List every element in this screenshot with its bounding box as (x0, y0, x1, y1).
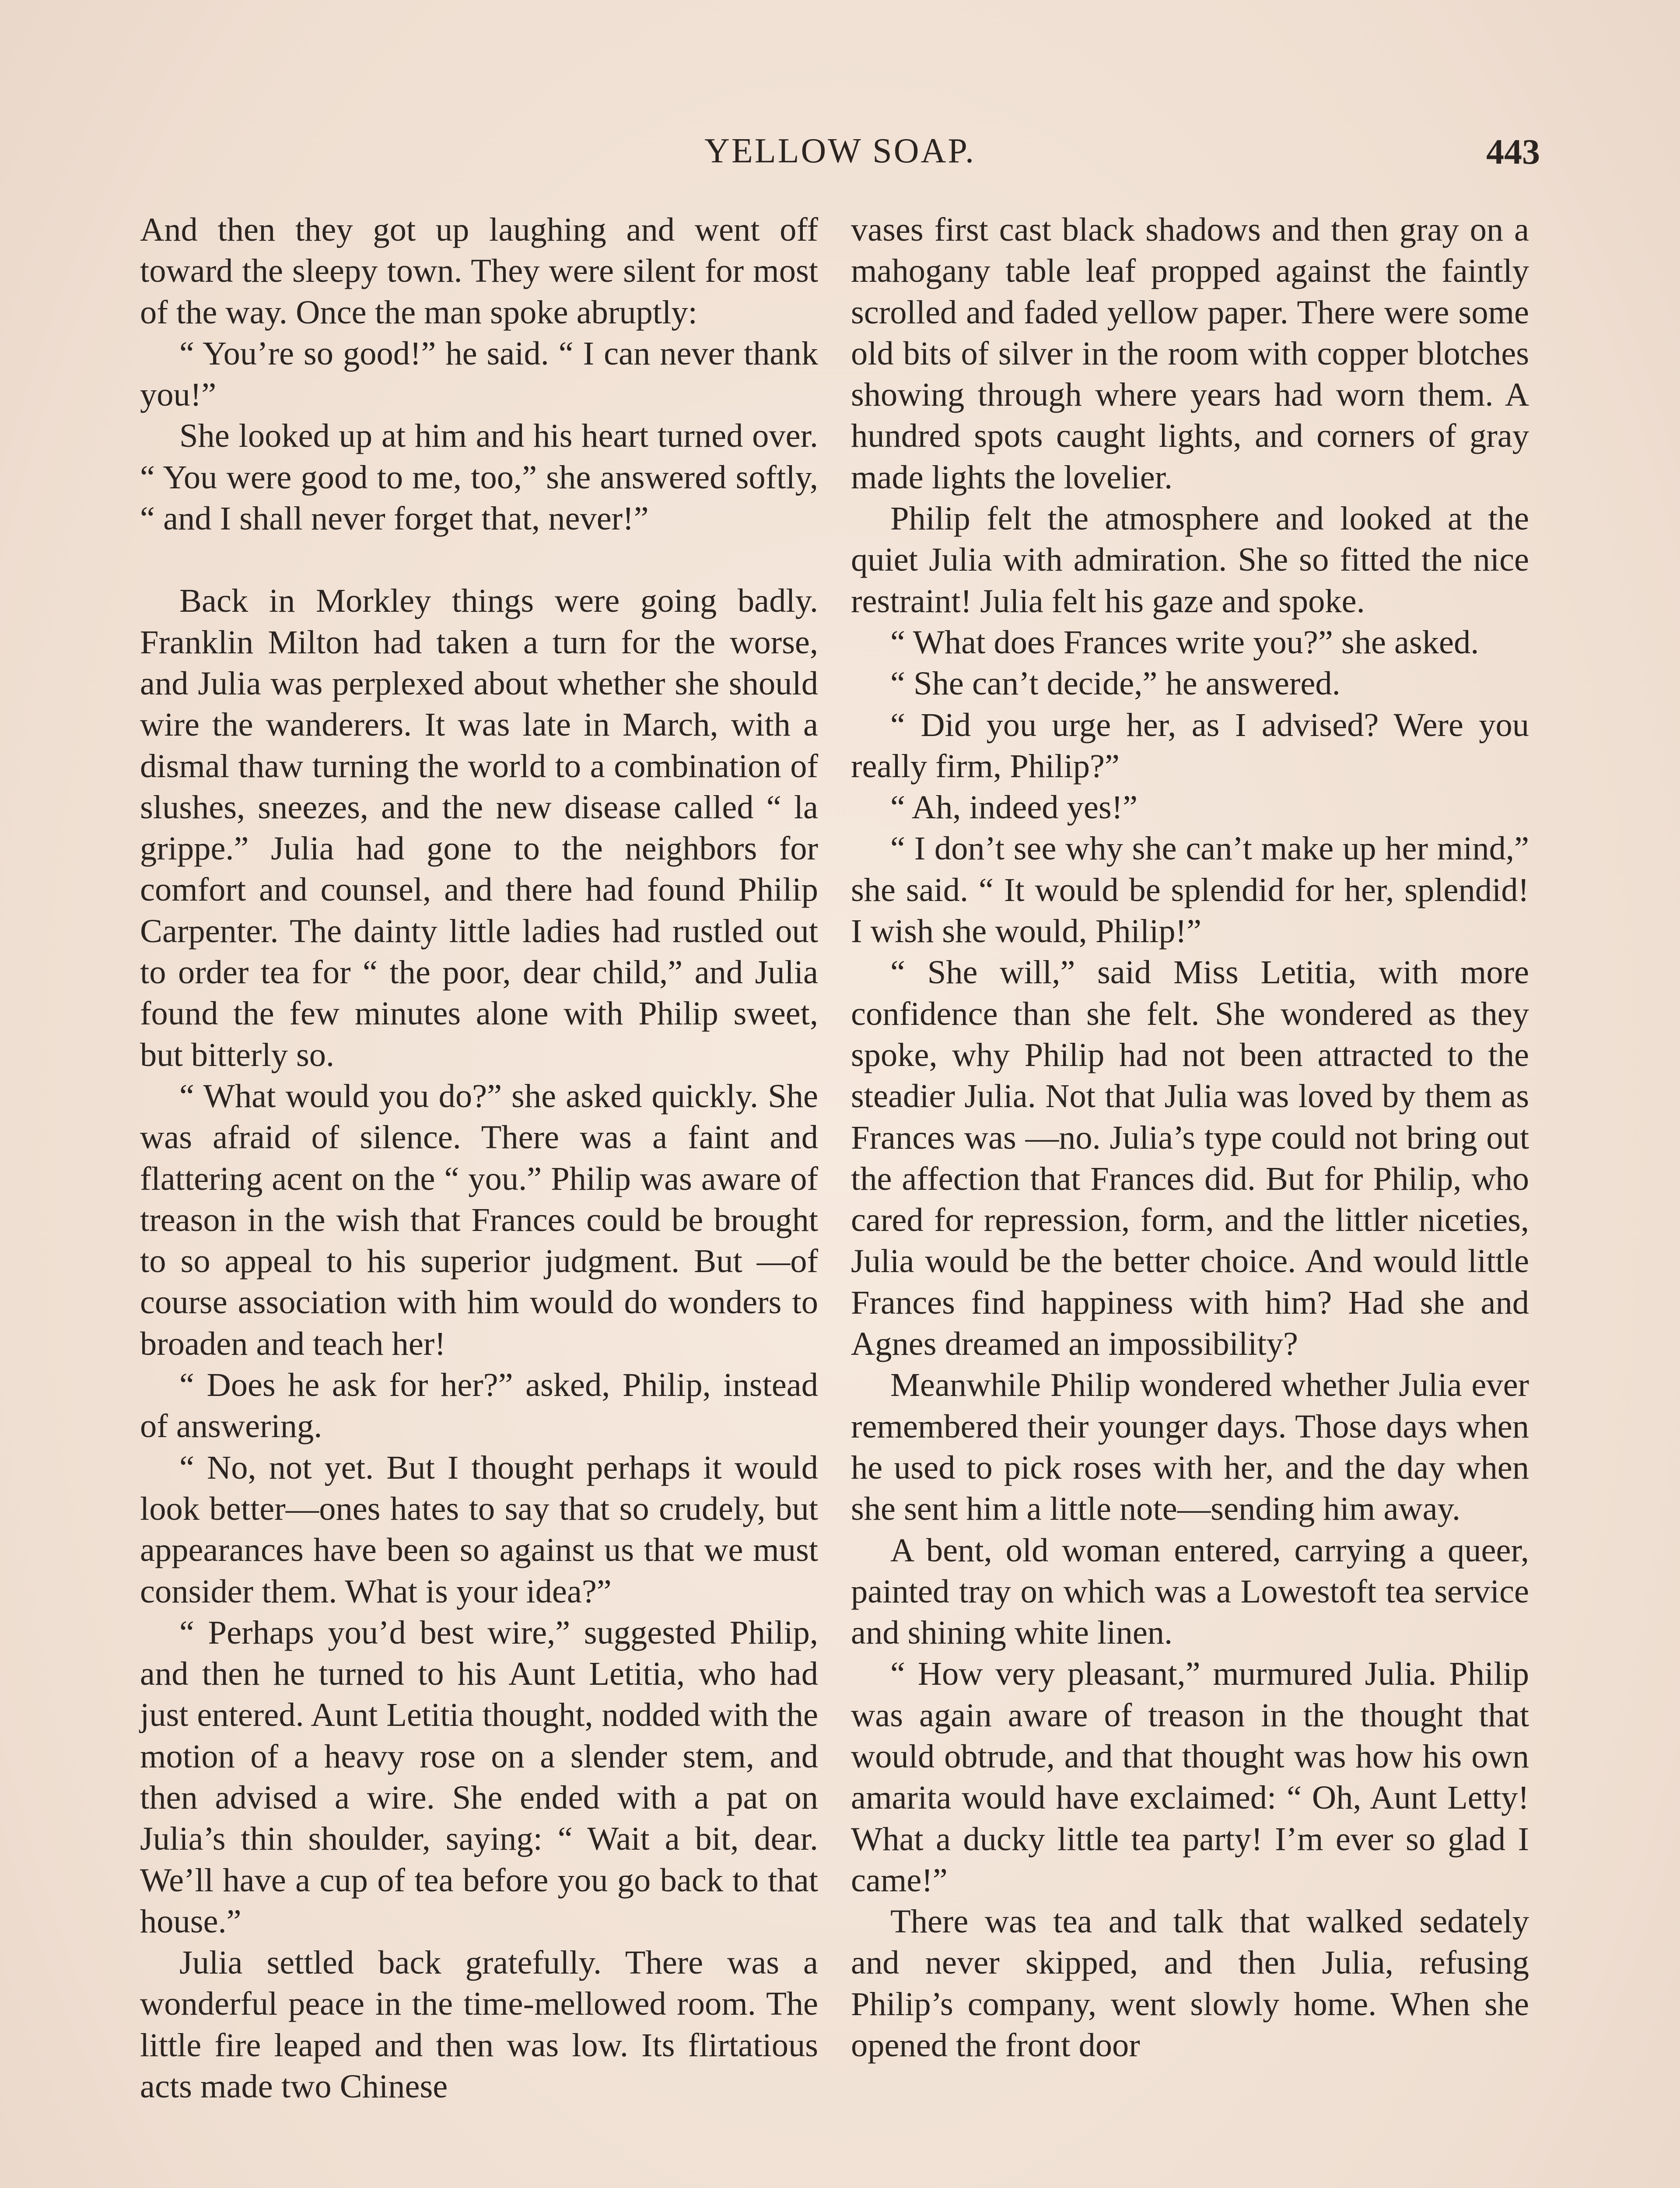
paragraph: “ No, not yet. But I thought perhaps it would look better—ones hates to say that so crudely, but appearances have been so against us that we must consider them. What is your idea?” (140, 1448, 818, 1610)
paragraph: “ Perhaps you’d best wire,” suggested Philip, and then he turned to his Aunt Letitia, who had just entered. Aunt Letitia thought, nodded with the motion of a heavy rose on a slender stem, and then advised a wire. She ended with a pat on Julia’s thin shoulder, saying: “ Wait a bit, dear. We’ll have a cup of tea before you go back to that house.” (140, 1613, 818, 1940)
paragraph: A bent, old woman entered, carrying a queer, painted tray on which was a Lowestoft tea service and shining white linen. (851, 1531, 1529, 1652)
paragraph: “ How very pleasant,” murmured Julia. Philip was again aware of treason in the thought that would obtrude, and that thought was how his own amarita would have exclaimed: “ Oh, Aunt Letty! What a ducky little tea party! I’m ever so glad I came!” (851, 1655, 1529, 1899)
paragraph: “ I don’t see why she can’t make up her mind,” she said. “ It would be splendid for her, splendid! I wish she would, Philip!” (851, 830, 1529, 950)
paragraph: Philip felt the atmosphere and looked at the quiet Julia with admiration. She so fitted the nice restraint! Julia felt his gaze and spoke. (851, 500, 1529, 620)
paragraph: Back in Morkley things were going badly. Franklin Milton had taken a turn for the worse, and Julia was perplexed about whether she should wire the wanderers. It was late in March, with a dismal thaw turning the world to a combination of slushes, sneezes, and the new disease called “ la grippe.” Julia had gone to the neighbors for comfort and counsel, and there had found Philip Carpenter. The dainty little ladies had rustled out to order tea for “ the poor, dear child,” and Julia found the few minutes alone with Philip sweet, but bitterly so. (140, 582, 818, 1073)
left-text-column (140, 209, 818, 2107)
paragraph: “ She can’t decide,” he answered. (890, 665, 1340, 702)
paragraph: “ Did you urge her, as I advised? Were you really firm, Philip?” (851, 706, 1529, 785)
paragraph: “ You’re so good!” he said. “ I can never thank you!” (140, 334, 818, 414)
paragraph: “ She will,” said Miss Letitia, with more confidence than she felt. She wondered as they spoke, why Philip had not been attracted to the steadier Julia. Not that Julia was loved by them as Frances was —no. Julia’s type could not bring out the affection that Frances did. But for Philip, who cared for repression, form, and the littler niceties, Julia would be the better choice. And would little Frances find happiness with him? Had she and Agnes dreamed an impossibility? (851, 954, 1529, 1363)
paragraph: “ Ah, indeed yes!” (890, 789, 1138, 826)
running-header (140, 131, 1540, 179)
paragraph: And then they got up laughing and went off toward the sleepy town. They were silent for most of the way. Once the man spoke abruptly: (140, 211, 818, 331)
paragraph: “ What does Frances write you?” she asked. (890, 623, 1479, 661)
paragraph: She looked up at him and his heart turned over. “ You were good to me, too,” she answered softly, “ and I shall never forget that, never!” (140, 417, 818, 537)
paragraph: Meanwhile Philip wondered whether Julia ever remembered their younger days. Those days when he used to pick roses with her, and the day when she sent him a little note—sending him away. (851, 1366, 1529, 1528)
page-number: 443 (1486, 132, 1540, 172)
paragraph: “ What would you do?” she asked quickly. She was afraid of silence. There was a faint and flattering acent on the “ you.” Philip was aware of treason in the wish that Frances could be brought to so appeal to his superior judgment. But —of course association with him would do wonders to broaden and teach her! (140, 1077, 818, 1362)
paragraph: vases first cast black shadows and then gray on a mahogany table leaf propped against the faintly scrolled and faded yellow paper. There were some old bits of silver in the room with copper blotches showing through where years had worn them. A hundred spots caught lights, and corners of gray made lights the lovelier. (851, 211, 1529, 496)
paragraph: Julia settled back gratefully. There was a wonderful peace in the time-mellowed room. The little fire leaped and then was low. Its flirtatious acts made two Chinese (140, 1944, 818, 2105)
paragraph: “ Does he ask for her?” asked, Philip, instead of answering. (140, 1366, 818, 1445)
paragraph: There was tea and talk that walked sedately and never skipped, and then Julia, refusing Philip’s company, went slowly home. When she opened the front door (851, 1903, 1529, 2064)
running-title: YELLOW SOAP. (704, 132, 976, 170)
right-text-column (851, 209, 1529, 2066)
